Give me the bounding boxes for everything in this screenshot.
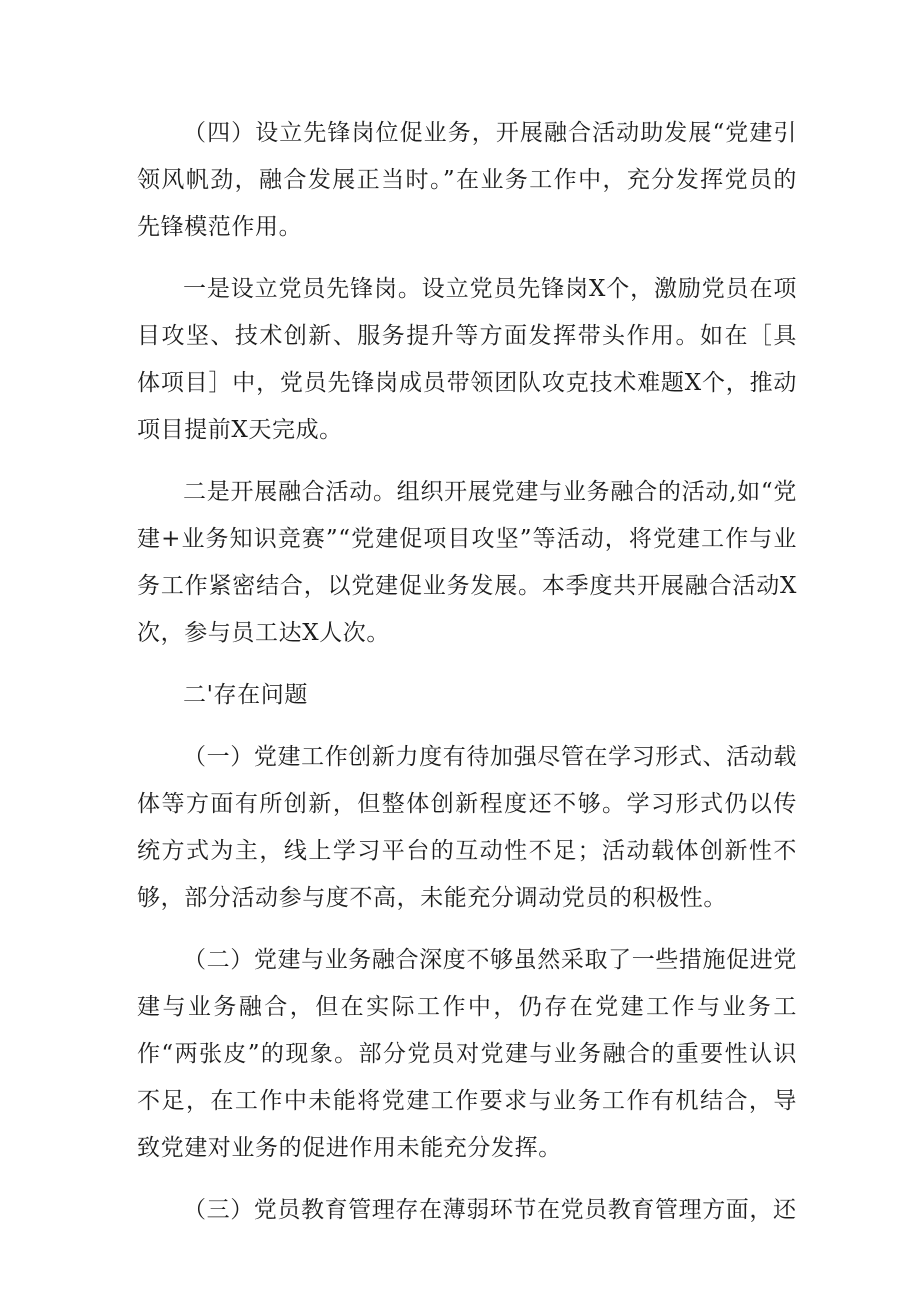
paragraph-pioneer-post: 一是设立党员先锋岗。设立党员先锋岗X个，激励党员在项目攻坚、技术创新、服务提升等方面发挥带头作用。如在［具体项目］中，党员先锋岗成员带领团队攻克技术难题X个，推动项目提前X天完成。 [137, 276, 797, 443]
paragraph-problem-innovation: （一）党建工作创新力度有待加强尽管在学习形式、活动载体等方面有所创新，但整体创新程度还不够。学习形式仍以传统方式为主，线上学习平台的互动性不足；活动载体创新性不够，部分活动参与度不高，未能充分调动党员的积极性。 [137, 744, 797, 911]
document-body [137, 110, 797, 1249]
section-heading-problems: 二'存在问题 [183, 682, 308, 708]
paragraph-pioneer-post-heading: （四）设立先锋岗位促业务，开展融合活动助发展“党建引领风帆劲，融合发展正当时。”在业务工作中，充分发挥党员的先锋模范作用。 [137, 120, 797, 240]
paragraph-integration-activities: 二是开展融合活动。组织开展党建与业务融合的活动,如“党建+业务知识竞赛”“党建促项目攻坚”等活动，将党建工作与业务工作紧密结合，以党建促业务发展。本季度共开展融合活动X次，参与员工达X人次。 [137, 479, 797, 646]
paragraph-problem-education: （三）党员教育管理存在薄弱环节在党员教育管理方面，还 [183, 1197, 797, 1223]
paragraph-problem-integration: （二）党建与业务融合深度不够虽然采取了一些措施促进党建与业务融合，但在实际工作中，仍存在党建工作与业务工作“两张皮”的现象。部分党员对党建与业务融合的重要性认识不足，在工作中未能将党建工作要求与业务工作有机结合，导致党建对业务的促进作用未能充分发挥。 [137, 947, 797, 1161]
